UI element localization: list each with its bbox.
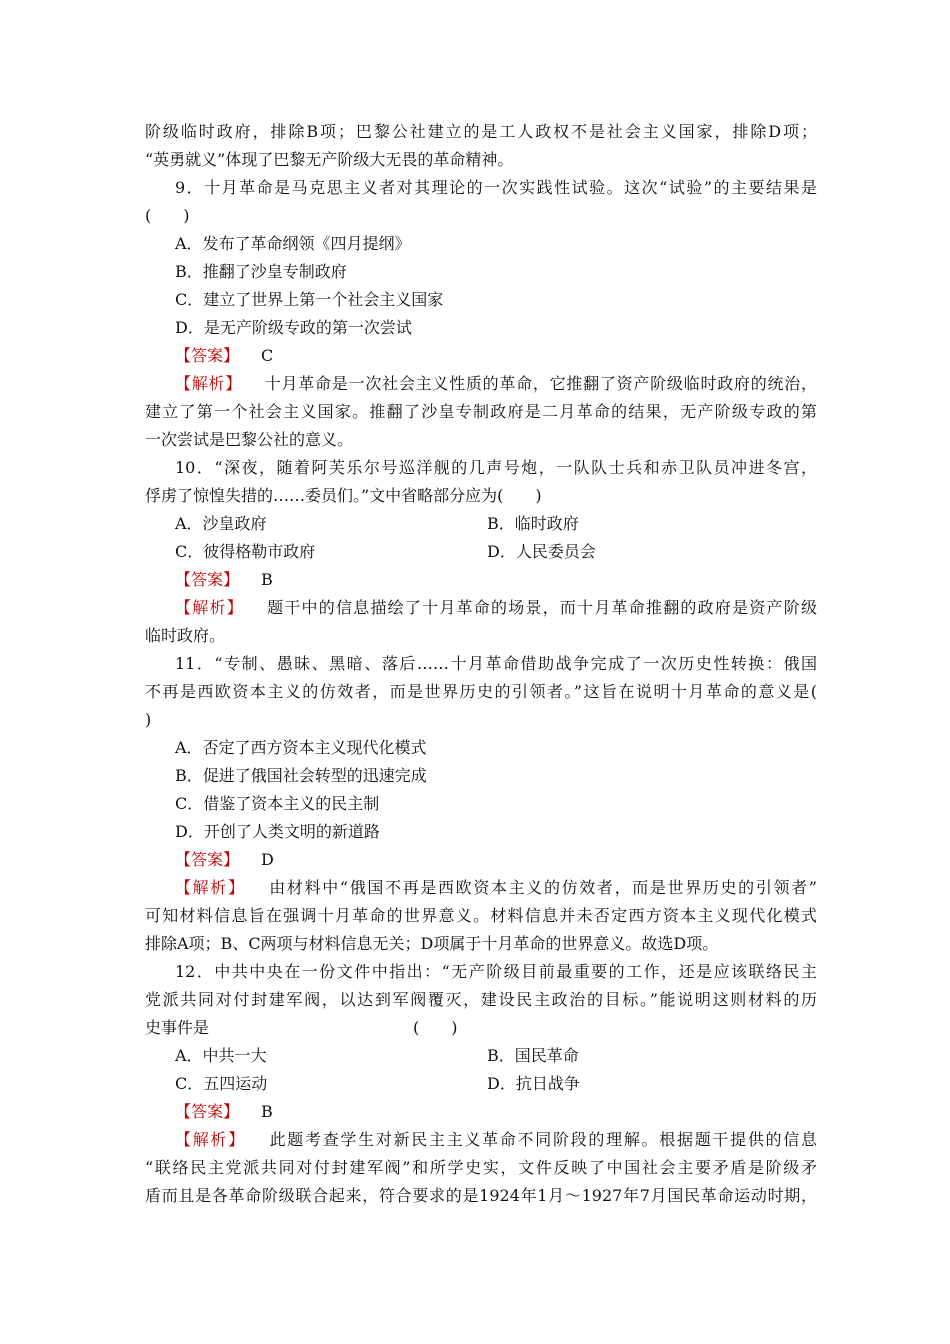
- answer-tag: 【答案】: [175, 850, 240, 869]
- question-12-stem: 12．中共中央在一份文件中指出：“无产阶级目前最重要的工作，还是应该联络民主: [175, 962, 817, 981]
- question-11-analysis: [175, 877, 817, 899]
- question-9-stem: 9．十月革命是马克思主义者对其理论的一次实践性试验。这次“试验”的主要结果是: [175, 178, 817, 197]
- question-11-option-b: B．促进了俄国社会转型的迅速完成: [175, 766, 427, 785]
- question-10-option-a: A．沙皇政府: [175, 514, 267, 533]
- answer-tag: 【答案】: [175, 346, 240, 365]
- answer-value: B: [261, 1102, 273, 1121]
- question-9-option-c: C．建立了世界上第一个社会主义国家: [175, 290, 444, 309]
- question-9-answer: [175, 345, 817, 367]
- analysis-text: 十月革命是一次社会主义性质的革命，它推翻了资产阶级临时政府的统治，: [264, 374, 817, 393]
- question-11-option-c: C．借鉴了资本主义的民主制: [175, 794, 380, 813]
- question-12-stem: 史事件是: [145, 1018, 210, 1037]
- question-10-option-c: C．彼得格勒市政府: [175, 542, 316, 561]
- question-9-bracket: ( ): [145, 206, 190, 225]
- analysis-text: 建立了第一个社会主义国家。推翻了沙皇专制政府是二月革命的结果，无产阶级专政的第: [145, 402, 817, 421]
- analysis-tag: 【解析】: [175, 374, 243, 393]
- question-11-stem: ): [145, 710, 152, 729]
- answer-tag: 【答案】: [175, 1102, 240, 1121]
- question-10-analysis: [175, 597, 817, 619]
- question-11-answer: [175, 849, 817, 871]
- analysis-text: “联络民主党派共同对付封建军阀”和所学史实，文件反映了中国社会主要矛盾是阶级矛: [145, 1158, 817, 1177]
- question-12-stem: 党派共同对付封建军阀，以达到军阀覆灭，建设民主政治的目标。”能说明这则材料的历: [145, 990, 817, 1009]
- analysis-tag: 【解析】: [175, 878, 246, 897]
- question-12-bracket: ( ): [413, 1018, 458, 1037]
- question-10-stem: 10．“深夜，随着阿芙乐尔号巡洋舰的几声号炮，一队队士兵和赤卫队员冲进冬宫，: [175, 458, 817, 477]
- analysis-text: 由材料中“俄国不再是西欧资本主义的仿效者，而是世界历史的引领者”: [267, 878, 817, 897]
- question-12-option-d: D．抗日战争: [487, 1074, 580, 1093]
- question-12-answer: [175, 1101, 817, 1123]
- question-12-analysis: [175, 1129, 817, 1151]
- question-12-option-c: C．五四运动: [175, 1074, 268, 1093]
- answer-value: D: [261, 850, 274, 869]
- question-11-option-d: D．开创了人类文明的新道路: [175, 822, 380, 841]
- text-line: 阶级临时政府，排除B项；巴黎公社建立的是工人政权不是社会主义国家，排除D项；: [145, 122, 817, 141]
- analysis-text: 此题考查学生对新民主主义革命不同阶段的理解。根据题干提供的信息: [267, 1130, 817, 1149]
- question-10-stem: 俘虏了惊惶失措的……委员们。”文中省略部分应为( ): [145, 486, 542, 505]
- analysis-text: 盾而且是各革命阶级联合起来，符合要求的是1924年1月～1927年7月国民革命运动时期，: [145, 1186, 817, 1205]
- question-12-option-a: A．中共一大: [175, 1046, 267, 1065]
- question-10-option-b: B．临时政府: [487, 514, 579, 533]
- analysis-text: 题干中的信息描绘了十月革命的场景，而十月革命推翻的政府是资产阶级: [265, 598, 817, 617]
- question-9-option-a: A．发布了革命纲领《四月提纲》: [175, 234, 411, 253]
- answer-value: B: [261, 570, 273, 589]
- question-11-stem: 不再是西欧资本主义的仿效者，而是世界历史的引领者。”这旨在说明十月革命的意义是(: [145, 682, 817, 701]
- analysis-text: 一次尝试是巴黎公社的意义。: [145, 430, 354, 449]
- analysis-tag: 【解析】: [175, 598, 244, 617]
- question-10-answer: [175, 569, 817, 591]
- text-line: “英勇就义”体现了巴黎无产阶级大无畏的革命精神。: [145, 150, 514, 169]
- question-12-option-b: B．国民革命: [487, 1046, 579, 1065]
- answer-tag: 【答案】: [175, 570, 240, 589]
- question-10-option-d: D．人民委员会: [487, 542, 596, 561]
- question-9-analysis: [175, 373, 817, 395]
- question-9-option-d: D．是无产阶级专政的第一次尝试: [175, 318, 412, 337]
- answer-value: C: [261, 346, 274, 365]
- analysis-text: 排除A项；B、C两项与材料信息无关；D项属于十月革命的世界意义。故选D项。: [145, 934, 719, 953]
- analysis-text: 临时政府。: [145, 626, 226, 645]
- question-11-option-a: A．否定了西方资本主义现代化模式: [175, 738, 427, 757]
- analysis-text: 可知材料信息旨在强调十月革命的世界意义。材料信息并未否定西方资本主义现代化模式: [145, 906, 817, 925]
- question-11-stem: 11．“专制、愚昧、黑暗、落后……十月革命借助战争完成了一次历史性转换：俄国: [175, 654, 817, 673]
- analysis-tag: 【解析】: [175, 1130, 246, 1149]
- question-9-option-b: B．推翻了沙皇专制政府: [175, 262, 347, 281]
